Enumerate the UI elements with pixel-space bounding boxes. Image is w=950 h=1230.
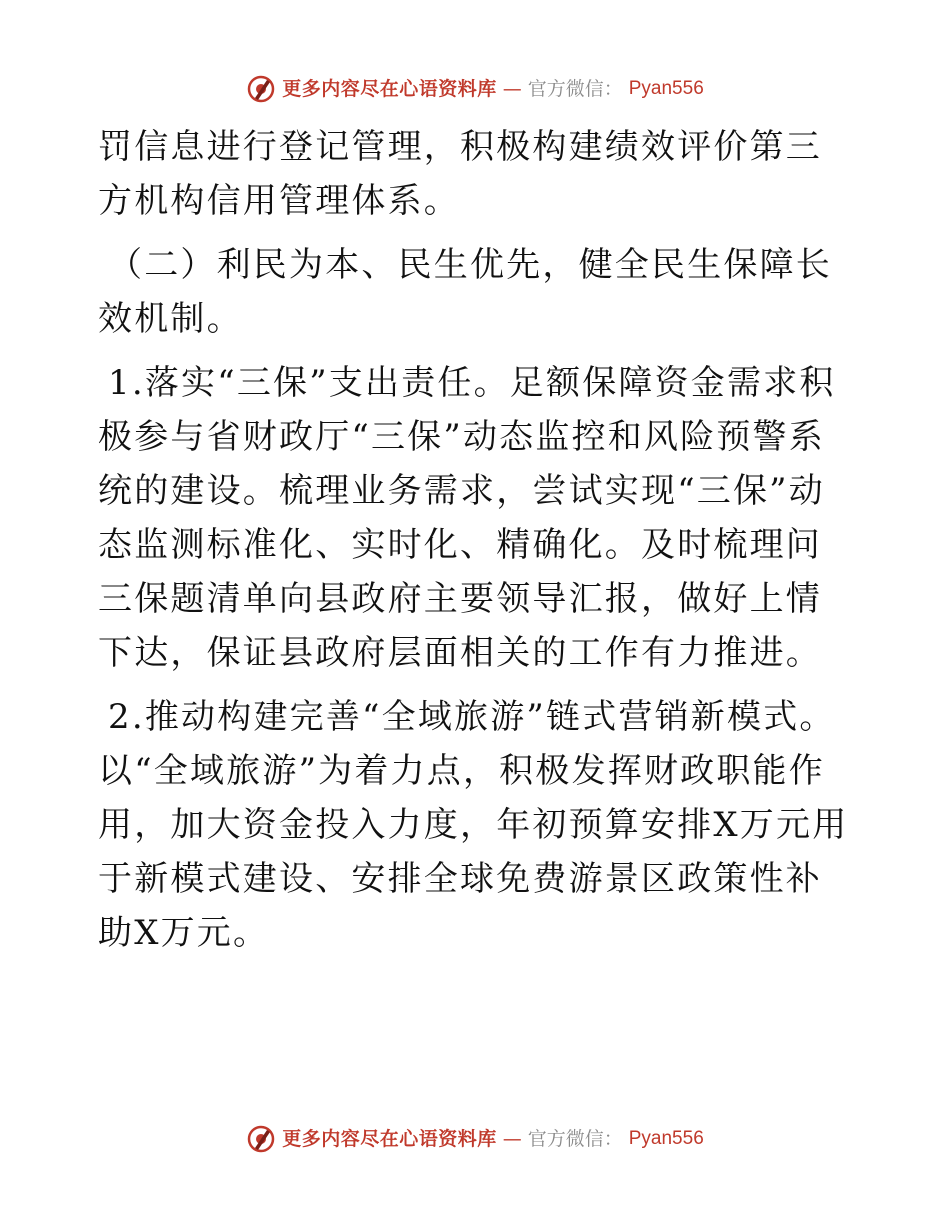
- watermark-wechat-label: 官方微信：: [527, 1128, 623, 1150]
- pen-seal-icon: [246, 1124, 276, 1154]
- footer-watermark: [0, 1124, 950, 1154]
- watermark-wechat-id: Pyan556: [628, 1128, 704, 1149]
- section-heading-2: （二）利民为本、民生优先，健全民生保障长效机制。: [98, 245, 832, 339]
- watermark-brand-text: 更多内容尽在心语资料库: [282, 78, 497, 100]
- paragraph-item-2: 2.推动构建完善“全域旅游”链式营销新模式。以“全域旅游”为着力点，积极发挥财政职能作用，加大资金投入力度，年初预算安排X万元用于新模式建设、安排全球免费游景区政策性补助X万元。: [98, 697, 849, 953]
- watermark-brand-text: 更多内容尽在心语资料库: [282, 1128, 497, 1150]
- header-watermark: [0, 74, 950, 104]
- pen-seal-icon: [246, 74, 276, 104]
- watermark-separator: —: [502, 78, 522, 100]
- paragraph-continuation: 罚信息进行登记管理，积极构建绩效评价第三方机构信用管理体系。: [98, 127, 822, 221]
- watermark-separator: —: [502, 1128, 522, 1150]
- watermark-wechat-label: 官方微信：: [527, 78, 623, 100]
- paragraph-item-1: 1.落实“三保”支出责任。足额保障资金需求积极参与省财政厅“三保”动态监控和风险预警系统的建设。梳理业务需求，尝试实现“三保”动态监测标准化、实时化、精确化。及时梳理问三保题清单向县政府主要领导汇报，做好上情下达，保证县政府层面相关的工作有力推进。: [98, 363, 836, 673]
- document-body: [98, 120, 850, 970]
- watermark-wechat-id: Pyan556: [628, 78, 704, 99]
